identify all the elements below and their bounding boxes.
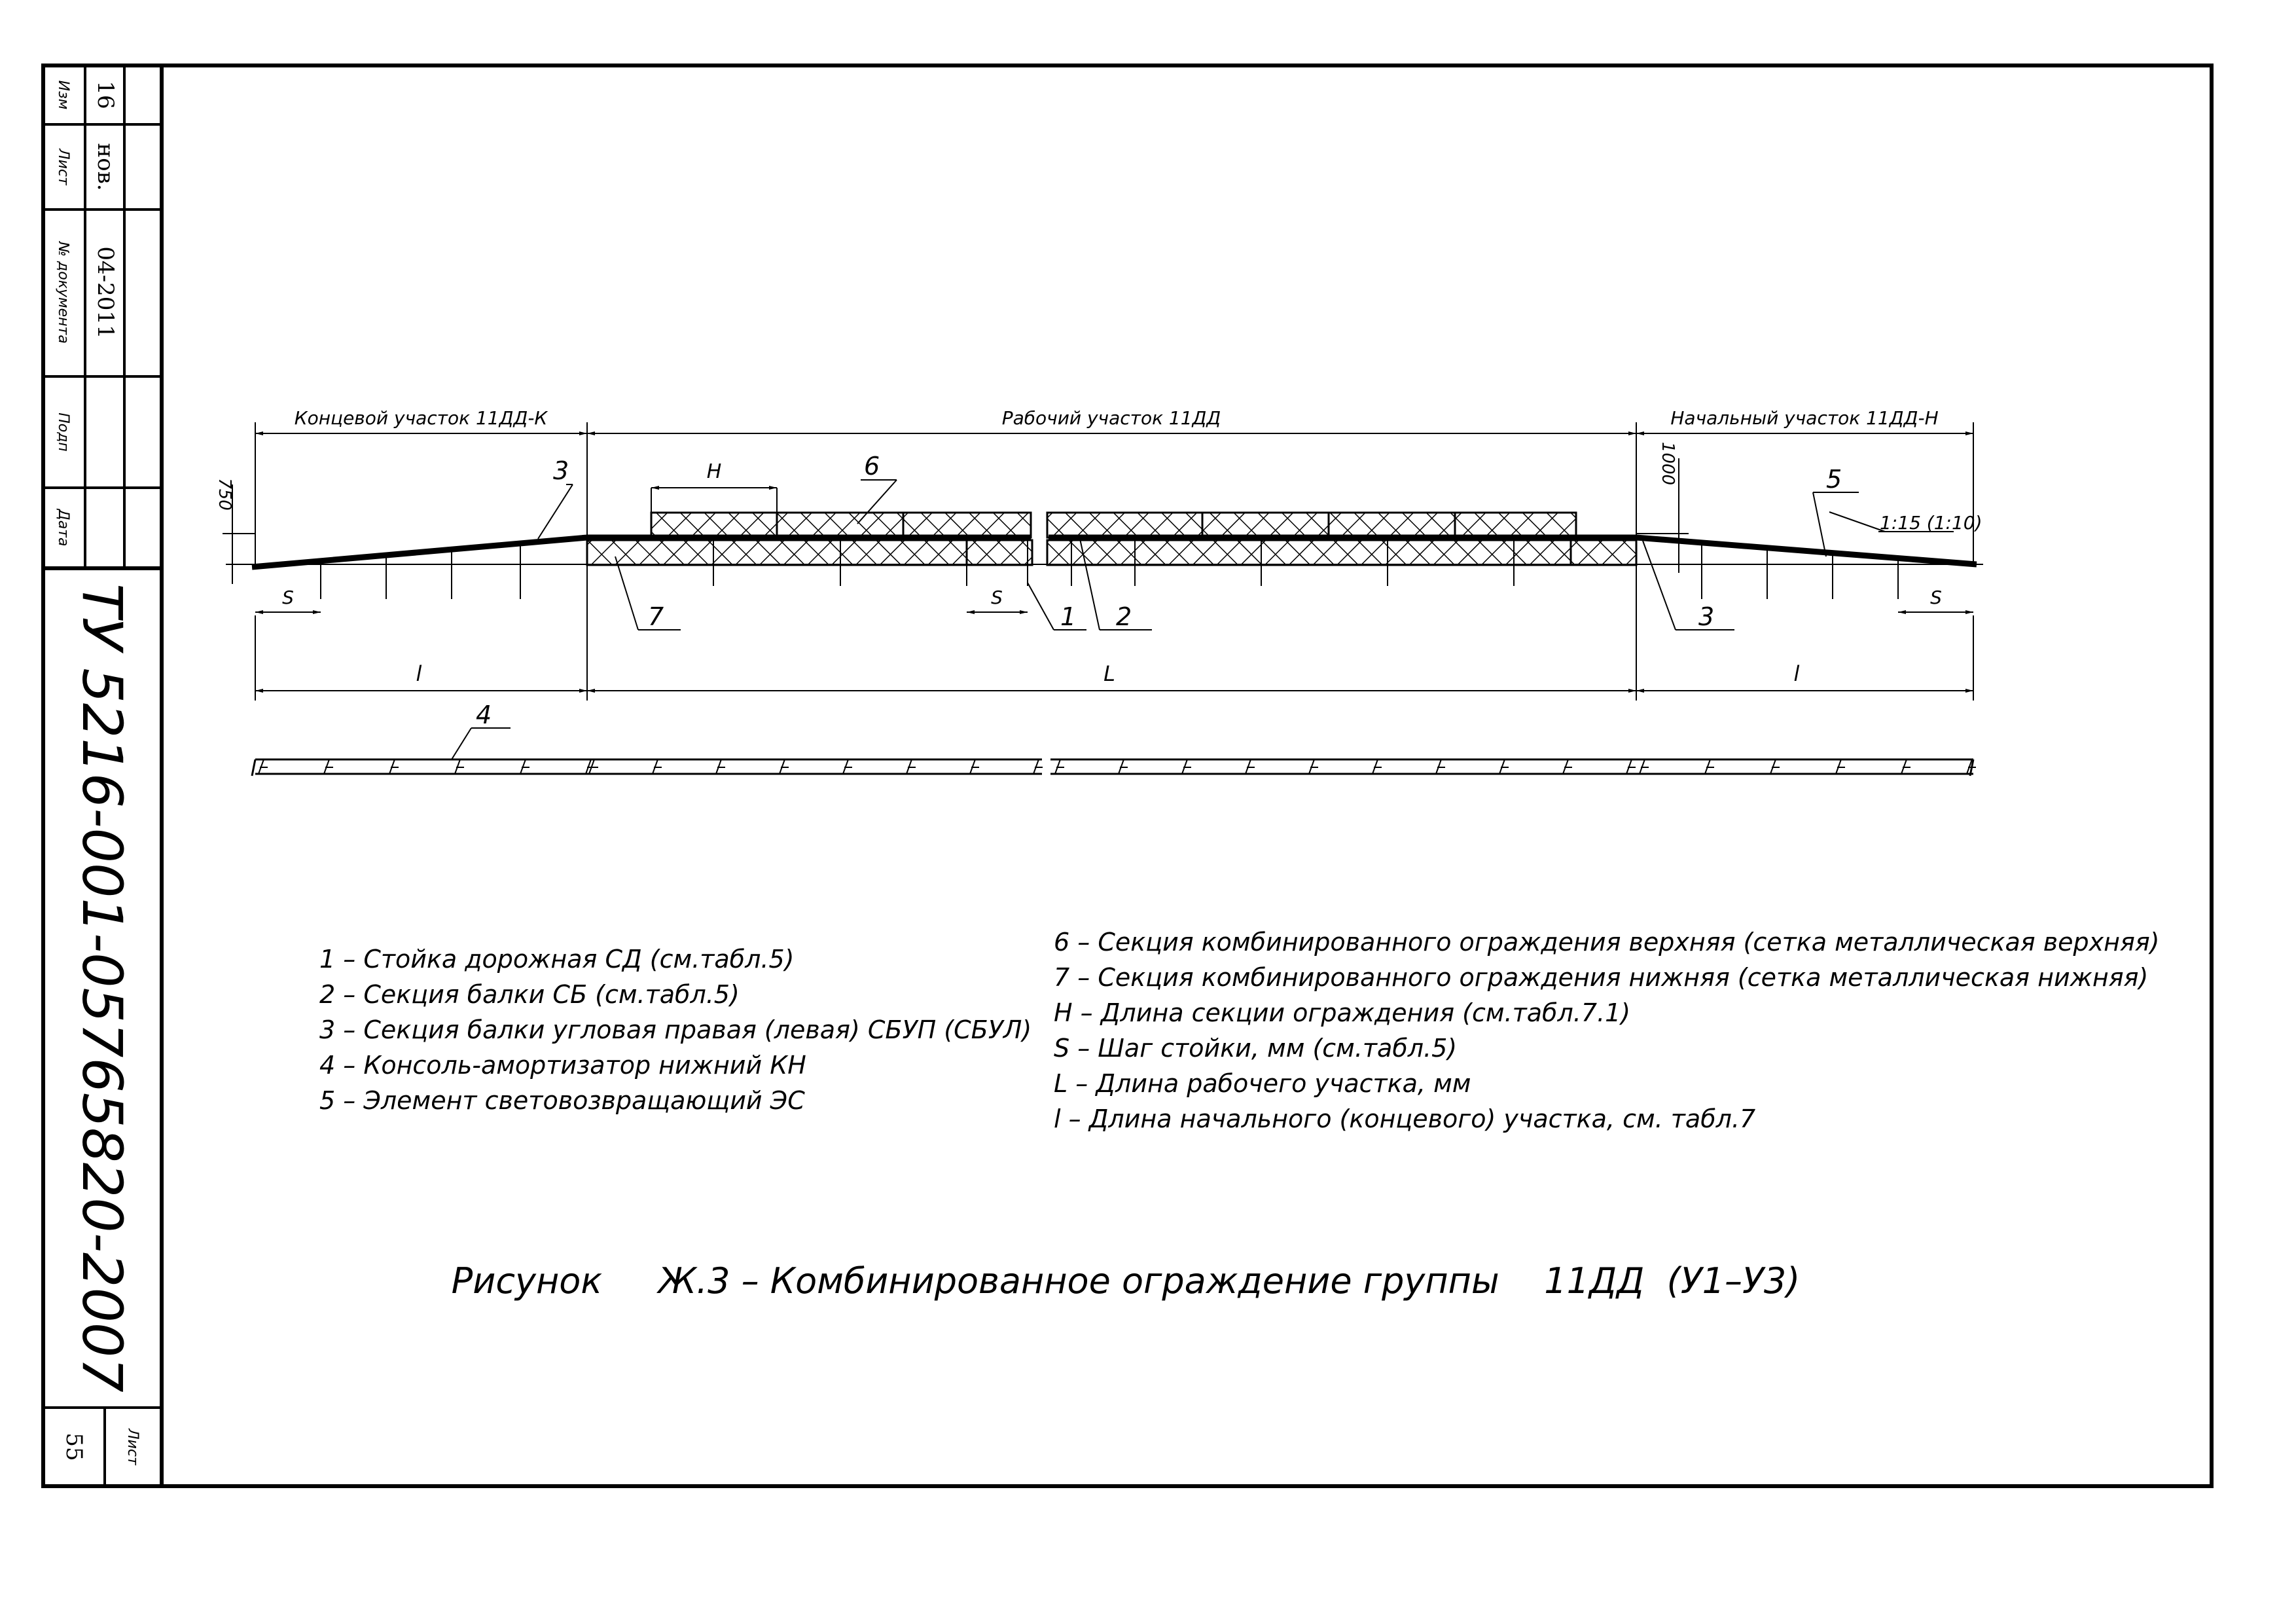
console-tick: [1640, 759, 1649, 774]
console-tick: [1055, 759, 1064, 774]
dim-l-right: l: [1793, 661, 1800, 686]
stamp-value-docnum: 04-2011: [92, 246, 118, 339]
dim-L: L: [1103, 661, 1115, 686]
console-tick: [1372, 759, 1382, 774]
console-tick: [1309, 759, 1318, 774]
stamp-header-docnum: № документа: [55, 242, 71, 344]
callout-3-right: 3: [1698, 602, 1715, 631]
figure-caption: Рисунок Ж.3 – Комбинированное ограждение группы 11ДД (У1–У3): [451, 1260, 1801, 1302]
legend-item-4: 4 – Консоль-амортизатор нижний КН: [319, 1051, 806, 1080]
section-work-label: Рабочий участок 11ДД: [1001, 407, 1221, 429]
section-start-label: Начальный участок 11ДД-Н: [1670, 407, 1939, 429]
callout-6: 6: [864, 452, 880, 481]
console-tick: [1182, 759, 1191, 774]
console-tick: [1901, 759, 1910, 774]
dim-1000: 1000: [1658, 441, 1677, 486]
console-tick: [843, 759, 852, 774]
console-tick: [1033, 759, 1043, 774]
legend-item-6: 6 – Секция комбинированного ограждения верхняя (сетка металлическая верхняя): [1054, 928, 2160, 957]
mesh-upper-right: [1047, 513, 1576, 538]
guardrail-drawing: [215, 407, 1983, 776]
section-end-label: Концевой участок 11ДД-К: [294, 407, 548, 429]
callouts: [452, 452, 1859, 759]
legend-item-3: 3 – Секция балки угловая правая (левая) СБУП (СБУЛ): [319, 1015, 1032, 1044]
legend-item-l: l – Длина начального (концевого) участка, см. табл.7: [1054, 1104, 1756, 1133]
console-tick: [324, 759, 333, 774]
console-tick: [716, 759, 725, 774]
callout-4: 4: [476, 701, 492, 729]
legend-left: [319, 945, 1031, 1115]
callout-3-left: 3: [553, 456, 569, 485]
callout-1: 1: [1060, 602, 1077, 631]
dim-s-middle: S: [991, 587, 1003, 608]
callout-5: 5: [1826, 465, 1842, 494]
legend-right: [1054, 928, 2160, 1133]
console-tick: [780, 759, 789, 774]
console-tick: [1246, 759, 1255, 774]
console-tick: [1563, 759, 1572, 774]
callout-2: 2: [1116, 602, 1132, 631]
dim-s-left: S: [282, 587, 294, 608]
dim-l-left: l: [416, 661, 422, 686]
slope-label: 1:15 (1:10): [1880, 512, 1982, 534]
stamp-value-list: нов.: [92, 143, 118, 191]
console-tick: [1436, 759, 1445, 774]
console-tick: [1770, 759, 1780, 774]
console-tick: [1119, 759, 1128, 774]
console-tick: [520, 759, 529, 774]
console-tick: [906, 759, 916, 774]
legend-item-s: S – Шаг стойки, мм (см.табл.5): [1054, 1034, 1458, 1063]
mesh-lower-left: [587, 540, 1032, 565]
length-dimensions: [255, 576, 1973, 701]
slope-leader: [1829, 512, 1885, 532]
legend-item-L: L – Длина рабочего участка, мм: [1054, 1069, 1471, 1098]
console-tick: [653, 759, 662, 774]
stamp-header-podp: Подп: [55, 412, 71, 452]
dim-750: 750: [215, 478, 234, 511]
stamp-header-izm: Изм: [55, 80, 71, 110]
console-tick: [1626, 759, 1636, 774]
mesh-upper-left: [651, 513, 1031, 538]
stamp-header-data: Дата: [55, 509, 71, 547]
legend-item-7: 7 – Секция комбинированного ограждения нижняя (сетка металлическая нижняя): [1054, 963, 2149, 992]
section-dimensions: [255, 407, 1973, 433]
console-tick: [1705, 759, 1714, 774]
sheet-label: Лист: [124, 1429, 141, 1465]
legend-item-1: 1 – Стойка дорожная СД (см.табл.5): [319, 945, 795, 974]
stamp-block: [43, 65, 162, 1486]
console-tick: [389, 759, 399, 774]
callout-7: 7: [648, 602, 664, 631]
sheet-number: 55: [61, 1432, 87, 1461]
dim-s-right: S: [1930, 587, 1942, 608]
stamp-value-izm: 16: [92, 81, 118, 109]
plan-view: [252, 759, 1976, 776]
legend-item-5: 5 – Элемент световозвращающий ЭС: [319, 1086, 805, 1115]
console-tick: [1836, 759, 1845, 774]
step-dimensions: [255, 587, 1973, 612]
console-tick: [1499, 759, 1509, 774]
console-tick: [455, 759, 464, 774]
console-tick: [970, 759, 979, 774]
document-code: ТУ 5216-001-05765820-2007: [70, 583, 135, 1393]
console-tick: [259, 759, 268, 774]
legend-item-h: Н – Длина секции ограждения (см.табл.7.1): [1054, 998, 1631, 1027]
dim-h: H: [706, 460, 722, 483]
legend-item-2: 2 – Секция балки СБ (см.табл.5): [319, 980, 740, 1009]
stamp-header-list: Лист: [55, 149, 71, 185]
